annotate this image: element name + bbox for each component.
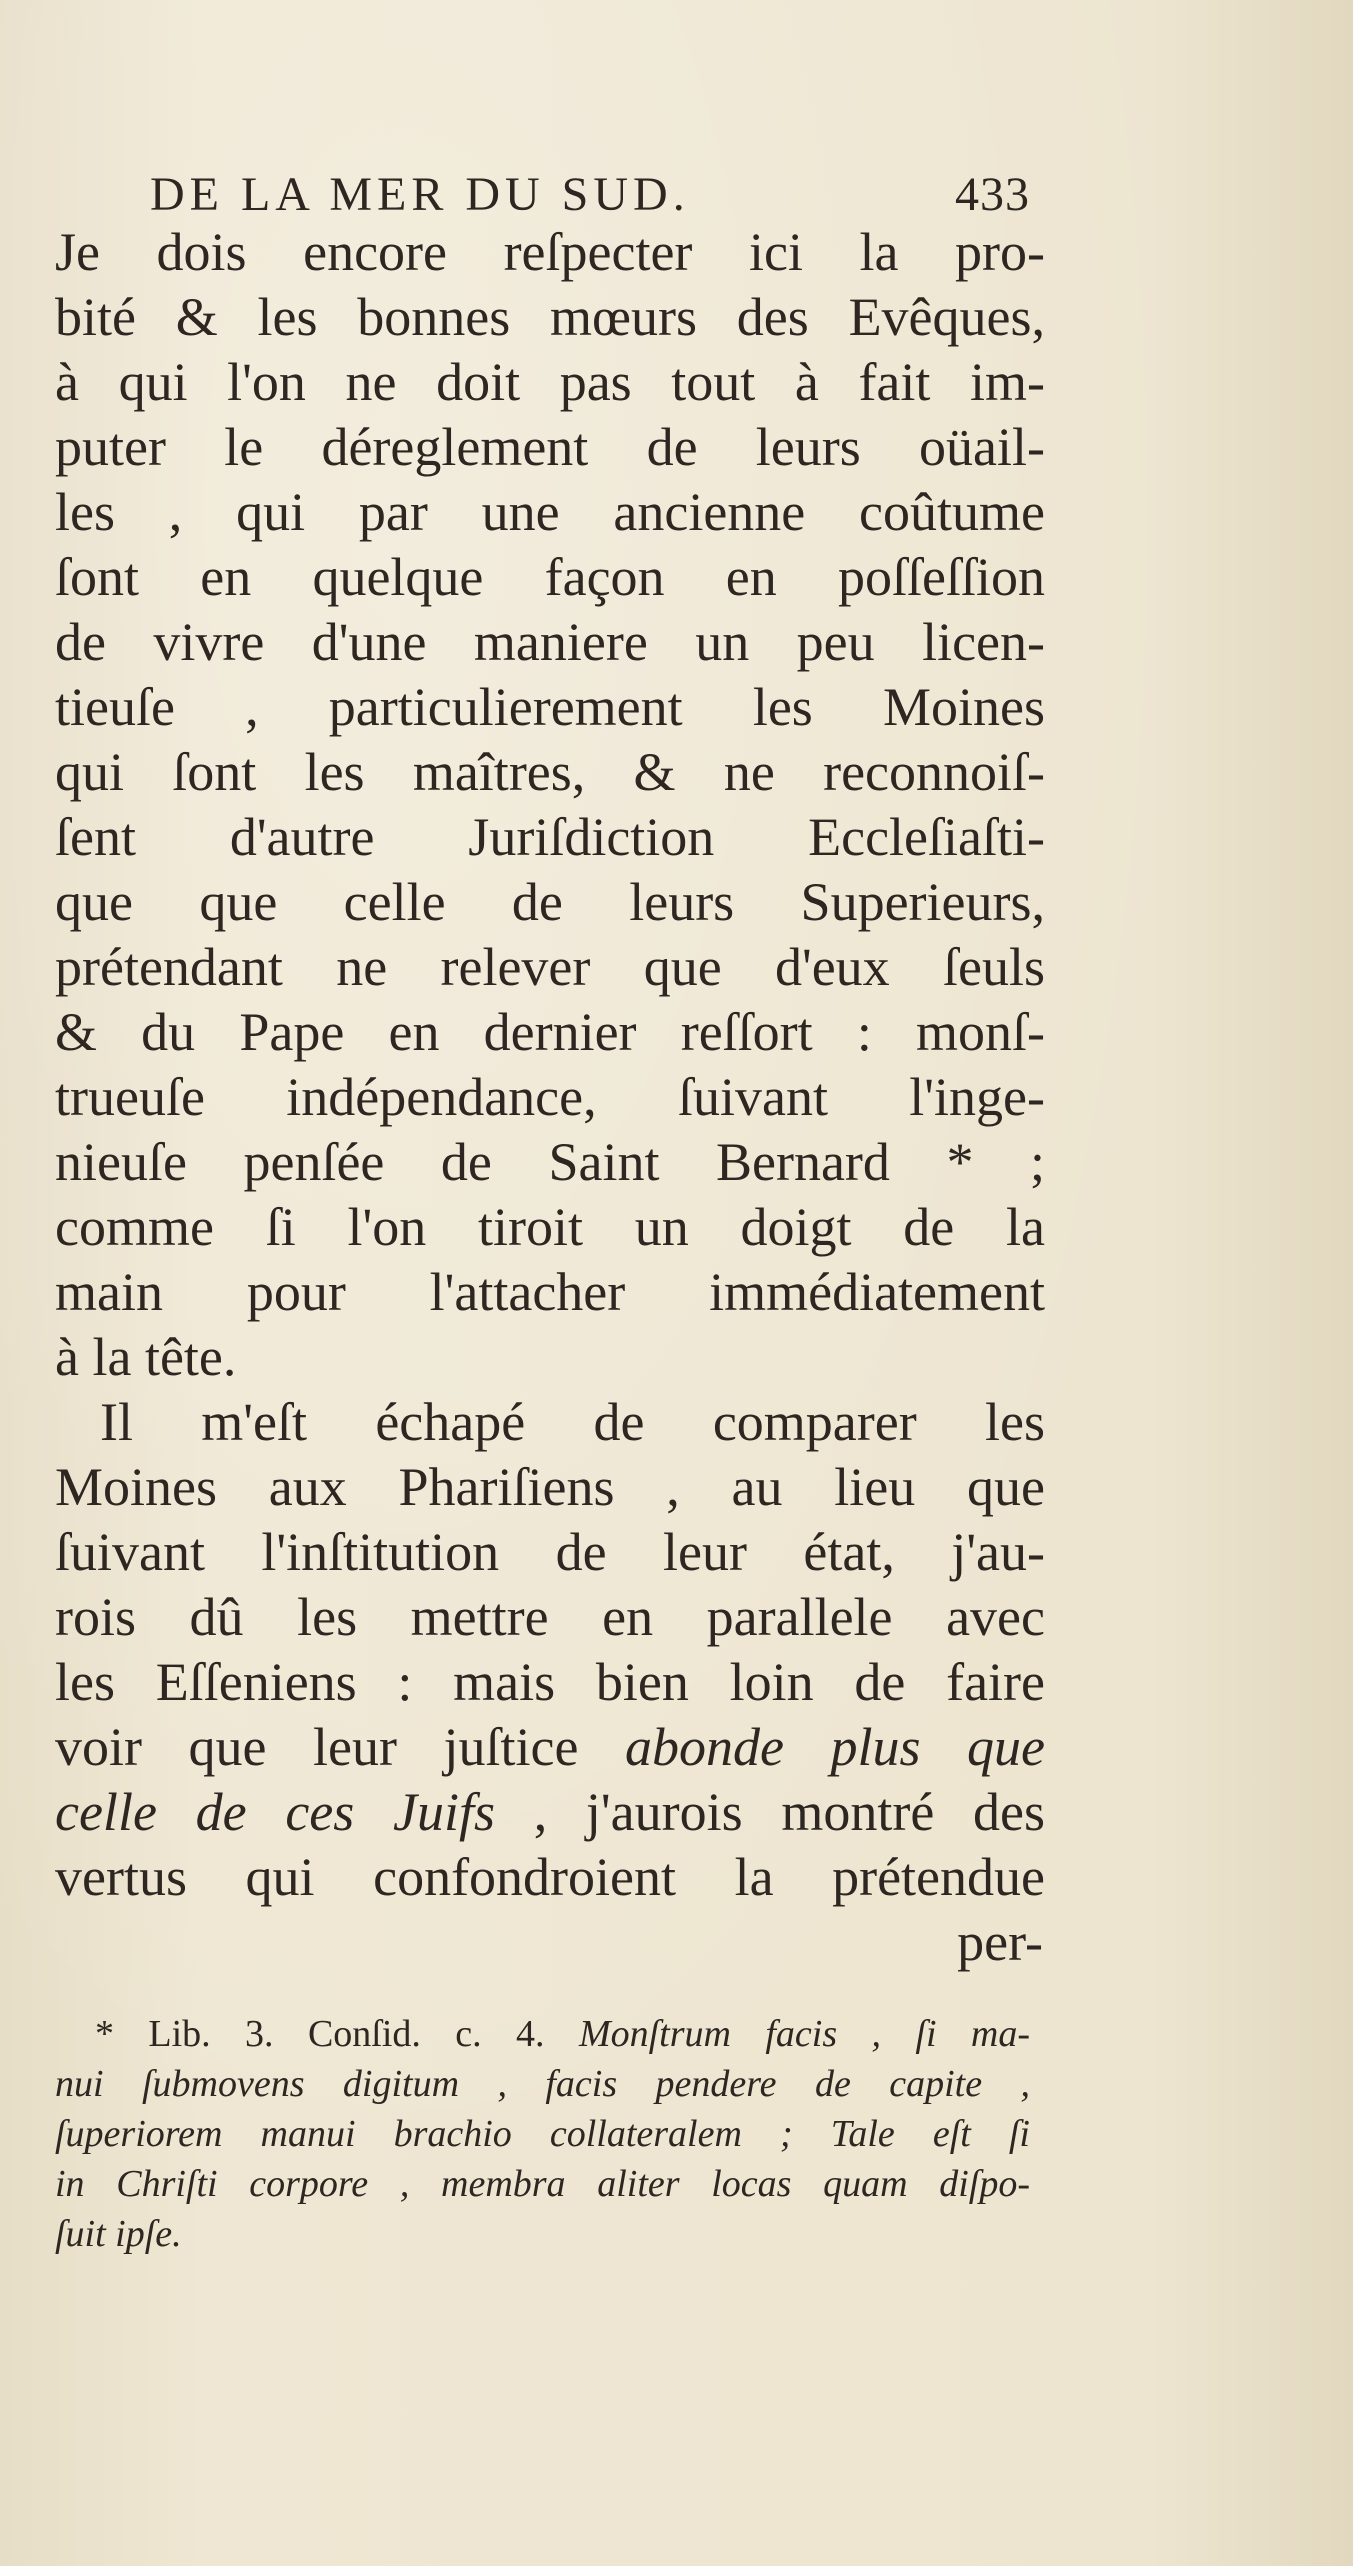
text-line: trueuſe indépendance, ſuivant l'inge- xyxy=(55,1067,1045,1127)
text-line: puter le déreglement de leurs oüail- xyxy=(55,417,1045,477)
catchword: per- xyxy=(957,1912,1043,1972)
text-line xyxy=(55,1717,1045,1779)
text-line: comme ſi l'on tiroit un doigt de la xyxy=(55,1197,1045,1257)
text-line: nieuſe penſée de Saint Bernard * ; xyxy=(55,1132,1045,1192)
text-span: , j'aurois montré des xyxy=(494,1782,1045,1842)
text-line: ſent d'autre Juriſdiction Eccleſiaſti- xyxy=(55,807,1045,867)
text-line: vertus qui confondroient la prétendue xyxy=(55,1847,1045,1907)
footnote-line: ſuperiorem manui brachio collateralem ; Tale eſt ſi xyxy=(55,2113,1030,2155)
text-line: Je dois encore reſpecter ici la pro- xyxy=(55,222,1045,282)
footnote-line xyxy=(95,2010,1030,2058)
text-line: ſuivant l'inſtitution de leur état, j'au- xyxy=(55,1522,1045,1582)
text-line: à la tête. xyxy=(55,1327,237,1387)
text-line: Moines aux Phariſiens , au lieu que xyxy=(55,1457,1045,1517)
footnote-reference: * Lib. 3. Conſid. c. 4. xyxy=(95,2013,579,2055)
text-line: tieuſe , particulierement les Moines xyxy=(55,677,1045,737)
italic-quote: celle de ces Juifs xyxy=(55,1782,495,1842)
text-line: rois dû les mettre en parallele avec xyxy=(55,1587,1045,1647)
italic-quote: abonde plus que xyxy=(624,1717,1045,1777)
running-head xyxy=(150,165,1030,225)
text-line: ſont en quelque façon en poſſeſſion xyxy=(55,547,1045,607)
footnote-line: ſuit ipſe. xyxy=(55,2213,182,2255)
text-line: Il m'eſt échapé de comparer les xyxy=(100,1392,1045,1452)
text-line: les Eſſeniens : mais bien loin de faire xyxy=(55,1652,1045,1712)
text-line xyxy=(55,1782,1045,1844)
running-title: DE LA MER DU SUD. xyxy=(150,168,690,221)
footnote-line: in Chriſti corpore , membra aliter locas quam diſpo- xyxy=(55,2163,1030,2205)
text-line: prétendant ne relever que d'eux ſeuls xyxy=(55,937,1045,997)
text-line: bité & les bonnes mœurs des Evêques, xyxy=(55,287,1045,347)
text-span: voir que leur juſtice xyxy=(55,1717,625,1777)
text-line: qui ſont les maîtres, & ne reconnoiſ- xyxy=(55,742,1045,802)
page-number: 433 xyxy=(955,168,1030,221)
text-line: & du Pape en dernier reſſort : monſ- xyxy=(55,1002,1045,1062)
text-line: à qui l'on ne doit pas tout à fait im- xyxy=(55,352,1045,412)
text-line: les , qui par une ancienne coûtume xyxy=(55,482,1045,542)
text-line: main pour l'attacher immédiatement xyxy=(55,1262,1045,1322)
footnote-line: nui ſubmovens digitum , facis pendere de capite , xyxy=(55,2063,1030,2105)
text-line: de vivre d'une maniere un peu licen- xyxy=(55,612,1045,672)
text-line: que que celle de leurs Superieurs, xyxy=(55,872,1045,932)
footnote-text: Monſtrum facis , ſi ma- xyxy=(578,2013,1030,2055)
